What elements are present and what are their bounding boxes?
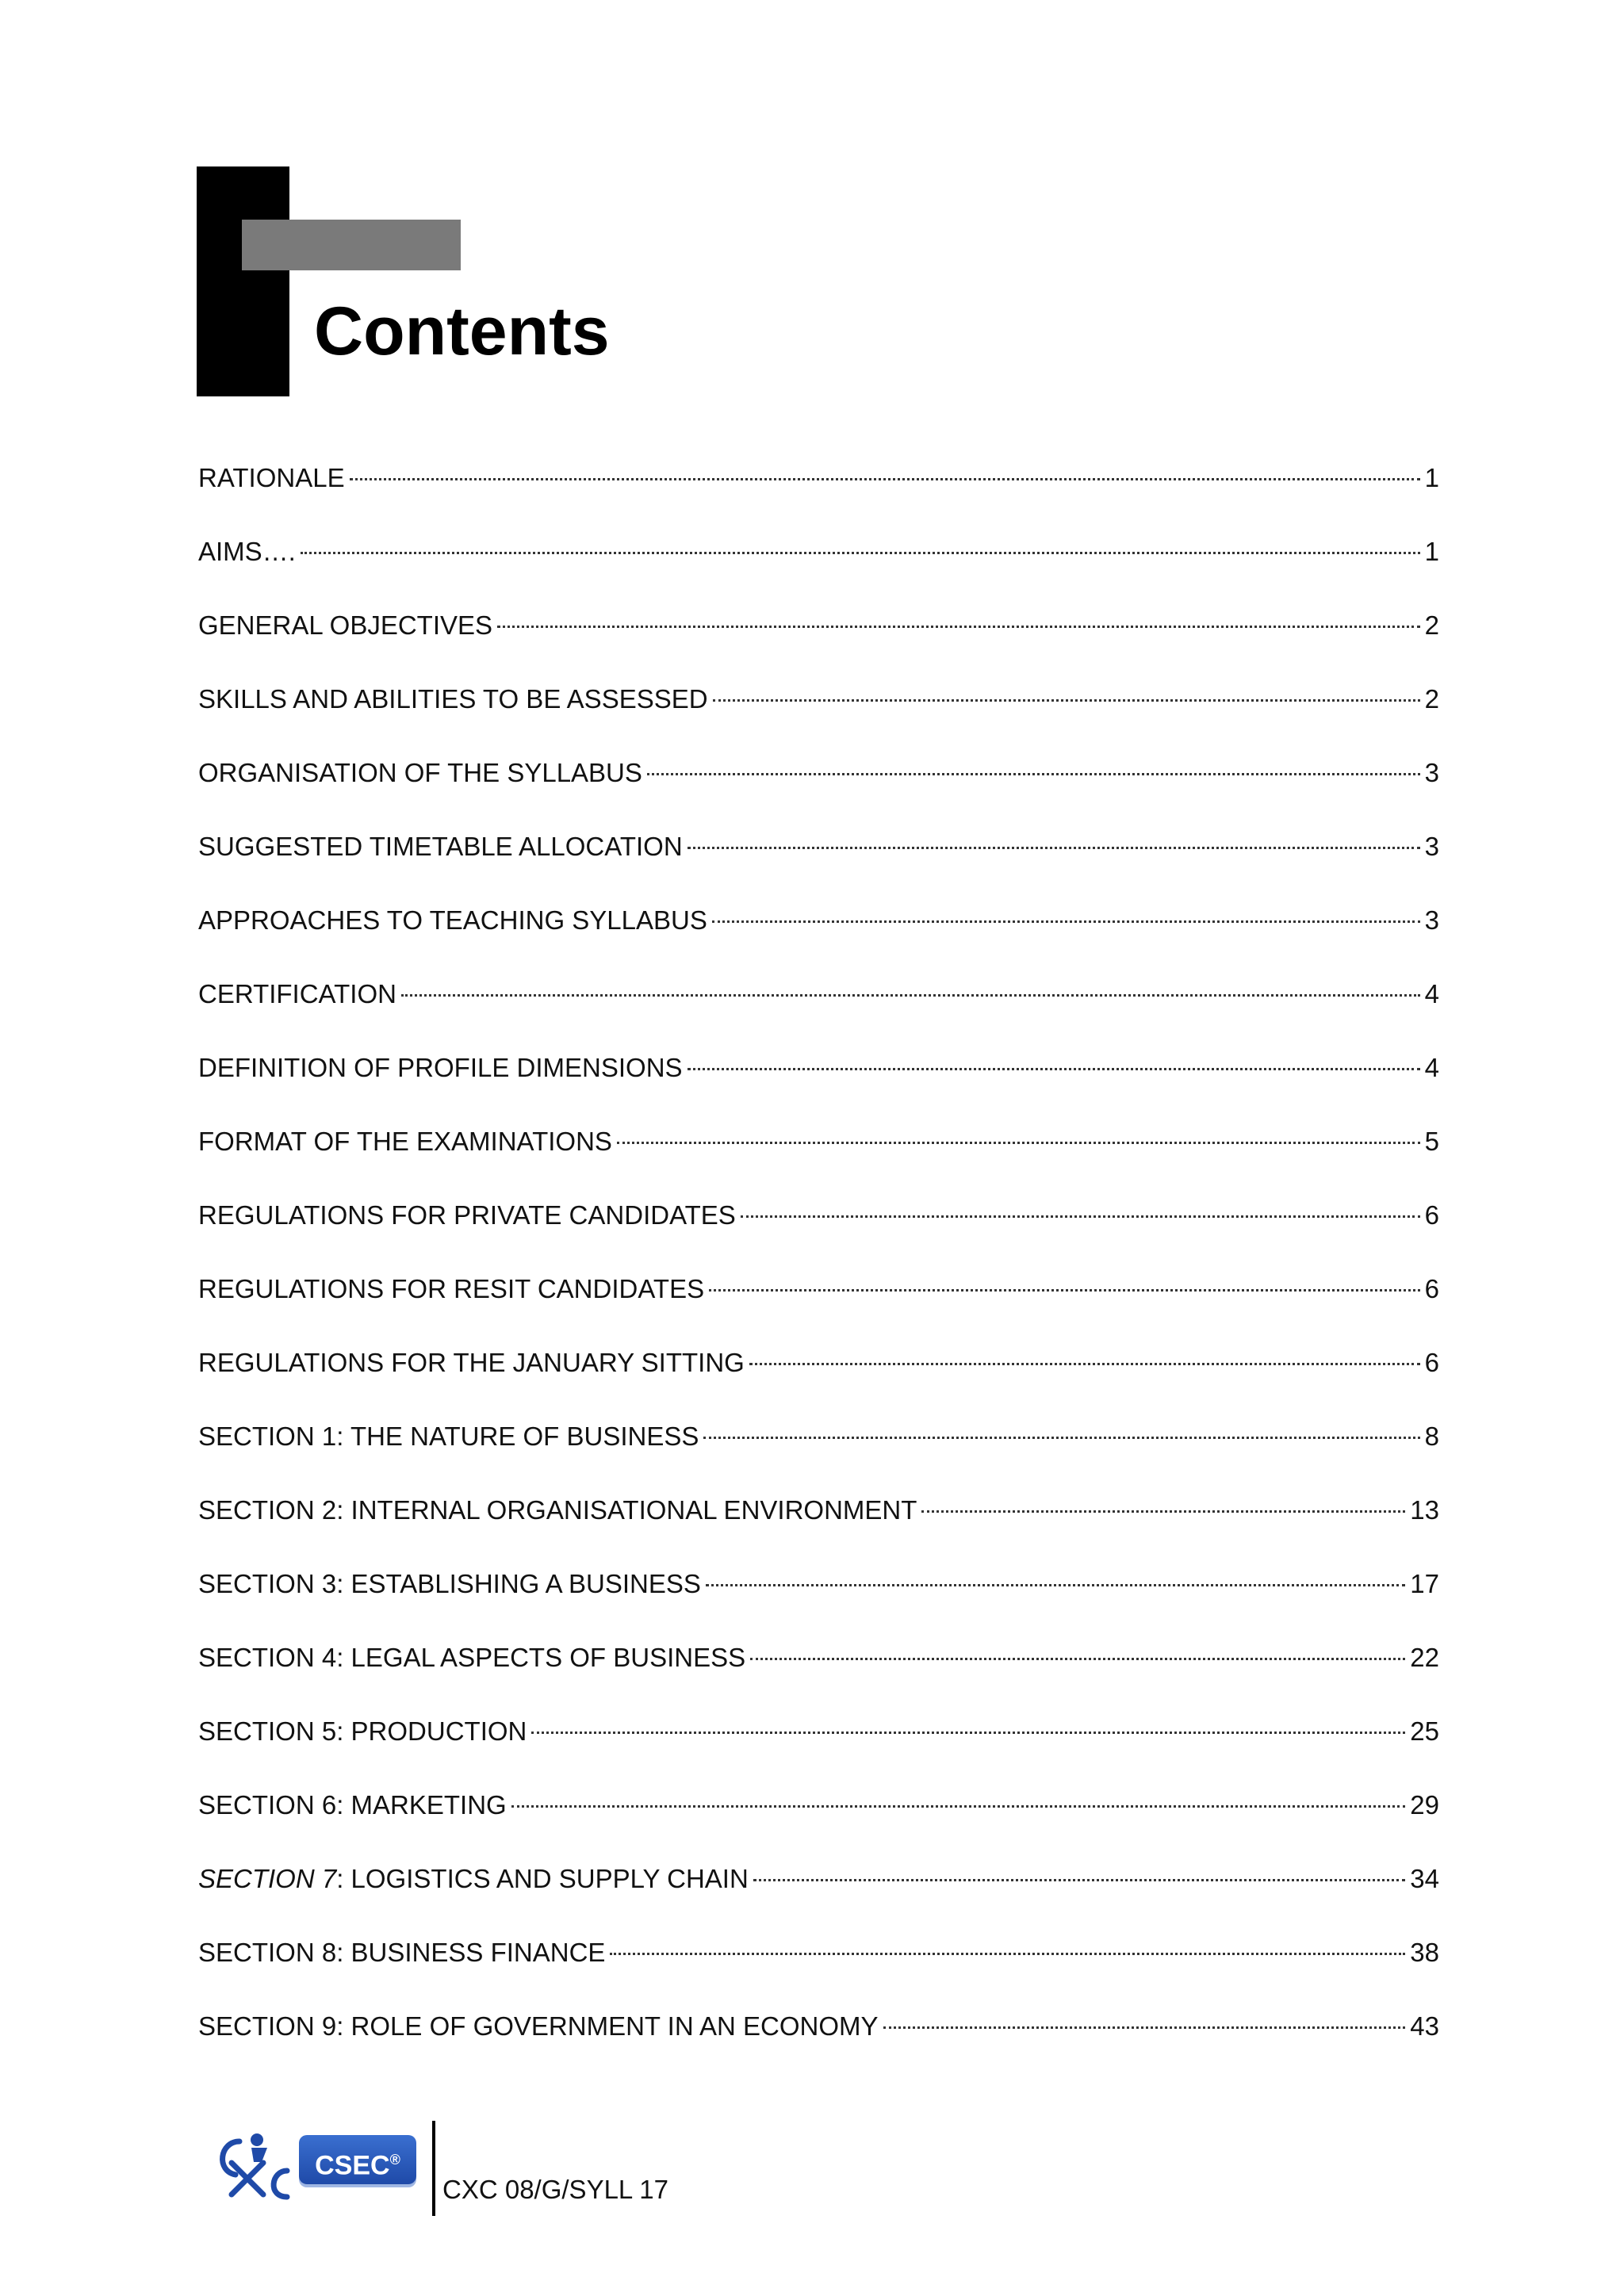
toc-entry[interactable] — [198, 1787, 1439, 1861]
toc-entry[interactable] — [198, 828, 1439, 902]
toc-dot-leader — [921, 1510, 1405, 1513]
toc-entry-label — [198, 1492, 917, 1529]
toc-page-number: 3 — [1424, 758, 1439, 787]
toc-entry-label — [198, 460, 345, 496]
toc-entry[interactable] — [198, 1345, 1439, 1418]
csec-logo: CSEC® — [299, 2135, 416, 2184]
toc-entry[interactable] — [198, 1713, 1439, 1787]
toc-entry-label-italic: SECTION 7 — [198, 1864, 337, 1893]
contents-header — [197, 166, 752, 396]
toc-dot-leader — [709, 1289, 1420, 1292]
toc-entry-label — [198, 534, 296, 570]
toc-dot-leader — [350, 478, 1420, 480]
table-of-contents — [198, 460, 1439, 2082]
toc-entry[interactable] — [198, 1934, 1439, 2008]
toc-page-number: 6 — [1424, 1200, 1439, 1230]
toc-page-number: 2 — [1424, 684, 1439, 714]
toc-dot-leader — [688, 847, 1420, 849]
toc-entry-label — [198, 1787, 507, 1823]
toc-entry-label-text: SECTION 5: PRODUCTION — [198, 1716, 527, 1746]
toc-dot-leader — [883, 2026, 1406, 2029]
toc-entry[interactable] — [198, 1271, 1439, 1345]
page-footer — [208, 2121, 763, 2216]
toc-page-number: 17 — [1410, 1569, 1439, 1598]
toc-dot-leader — [531, 1732, 1405, 1734]
toc-entry-label-text: SECTION 1: THE NATURE OF BUSINESS — [198, 1422, 699, 1451]
toc-entry-label-text: GENERAL OBJECTIVES — [198, 610, 493, 640]
toc-entry[interactable] — [198, 1050, 1439, 1123]
toc-dot-leader — [712, 920, 1420, 923]
toc-entry-label-text: FORMAT OF THE EXAMINATIONS — [198, 1127, 612, 1156]
toc-page-number: 5 — [1424, 1127, 1439, 1156]
toc-entry[interactable] — [198, 1861, 1439, 1934]
toc-dot-leader — [753, 1879, 1405, 1881]
toc-dot-leader — [749, 1363, 1420, 1365]
toc-entry[interactable] — [198, 902, 1439, 976]
toc-dot-leader — [647, 773, 1420, 775]
footer-divider — [432, 2121, 435, 2216]
toc-entry-label — [198, 1640, 745, 1676]
toc-entry[interactable] — [198, 607, 1439, 681]
toc-page-number: 4 — [1424, 979, 1439, 1008]
toc-entry[interactable] — [198, 1492, 1439, 1566]
toc-entry-label-text: REGULATIONS FOR THE JANUARY SITTING — [198, 1348, 745, 1377]
toc-entry-label-text: SECTION 6: MARKETING — [198, 1790, 507, 1820]
toc-page-number: 1 — [1424, 463, 1439, 492]
toc-page-number: 2 — [1424, 610, 1439, 640]
toc-entry-label — [198, 607, 492, 644]
toc-entry-label — [198, 1861, 749, 1897]
toc-entry[interactable] — [198, 460, 1439, 534]
cxc-logo-icon — [208, 2127, 299, 2202]
toc-entry[interactable] — [198, 681, 1439, 755]
toc-dot-leader — [706, 1584, 1405, 1586]
toc-page-number: 1 — [1424, 537, 1439, 566]
toc-entry-label — [198, 1713, 527, 1750]
toc-entry-label — [198, 755, 642, 791]
toc-entry-label — [198, 902, 707, 939]
toc-page-number: 38 — [1410, 1938, 1439, 1967]
toc-entry[interactable] — [198, 2008, 1439, 2082]
syllabus-code: CXC 08/G/SYLL 17 — [442, 2175, 668, 2204]
toc-entry-label-text: : LOGISTICS AND SUPPLY CHAIN — [336, 1864, 749, 1893]
toc-entry-label-text: APPROACHES TO TEACHING SYLLABUS — [198, 905, 707, 935]
toc-entry-label — [198, 1271, 704, 1307]
toc-dot-leader — [610, 1953, 1405, 1955]
toc-dot-leader — [688, 1068, 1420, 1070]
toc-entry[interactable] — [198, 755, 1439, 828]
toc-entry[interactable] — [198, 1640, 1439, 1713]
toc-entry-label-text: AIMS…. — [198, 537, 296, 566]
toc-entry-label — [198, 828, 683, 865]
toc-entry-label — [198, 976, 396, 1012]
toc-entry-label — [198, 1934, 605, 1971]
toc-dot-leader — [497, 626, 1420, 628]
toc-page-number: 4 — [1424, 1053, 1439, 1082]
toc-entry-label — [198, 1345, 745, 1381]
toc-page-number: 6 — [1424, 1348, 1439, 1377]
toc-dot-leader — [713, 699, 1420, 702]
toc-entry-label-text: SECTION 3: ESTABLISHING A BUSINESS — [198, 1569, 701, 1598]
toc-entry-label-text: CERTIFICATION — [198, 979, 396, 1008]
toc-page-number: 8 — [1424, 1422, 1439, 1451]
toc-entry-label — [198, 2008, 879, 2045]
toc-entry[interactable] — [198, 1566, 1439, 1640]
toc-dot-leader — [617, 1142, 1420, 1144]
toc-entry[interactable] — [198, 1123, 1439, 1197]
toc-entry-label-text: DEFINITION OF PROFILE DIMENSIONS — [198, 1053, 683, 1082]
toc-dot-leader — [301, 552, 1420, 554]
toc-entry-label-text: SECTION 9: ROLE OF GOVERNMENT IN AN ECONOMY — [198, 2011, 879, 2041]
toc-entry-label — [198, 681, 708, 718]
toc-page-number: 3 — [1424, 832, 1439, 861]
toc-entry-label-text: SKILLS AND ABILITIES TO BE ASSESSED — [198, 684, 708, 714]
toc-entry-label — [198, 1418, 699, 1455]
toc-entry-label — [198, 1566, 701, 1602]
toc-entry-label — [198, 1197, 736, 1234]
toc-entry[interactable] — [198, 976, 1439, 1050]
toc-entry[interactable] — [198, 1418, 1439, 1492]
toc-page-number: 13 — [1410, 1495, 1439, 1525]
toc-dot-leader — [750, 1658, 1405, 1660]
toc-dot-leader — [511, 1805, 1406, 1808]
toc-entry[interactable] — [198, 1197, 1439, 1271]
toc-entry-label-text: REGULATIONS FOR PRIVATE CANDIDATES — [198, 1200, 736, 1230]
toc-entry-label-text: ORGANISATION OF THE SYLLABUS — [198, 758, 642, 787]
toc-entry-label — [198, 1050, 683, 1086]
toc-entry[interactable] — [198, 534, 1439, 607]
toc-entry-label-text: REGULATIONS FOR RESIT CANDIDATES — [198, 1274, 705, 1303]
toc-dot-leader — [703, 1437, 1419, 1439]
toc-entry-label-text: SECTION 8: BUSINESS FINANCE — [198, 1938, 606, 1967]
toc-page-number: 25 — [1410, 1716, 1439, 1746]
toc-page-number: 43 — [1410, 2011, 1439, 2041]
toc-dot-leader — [401, 994, 1420, 997]
toc-page-number: 3 — [1424, 905, 1439, 935]
toc-page-number: 22 — [1410, 1643, 1439, 1672]
toc-entry-label-text: SECTION 4: LEGAL ASPECTS OF BUSINESS — [198, 1643, 746, 1672]
toc-entry-label-text: SUGGESTED TIMETABLE ALLOCATION — [198, 832, 683, 861]
toc-entry-label-text: RATIONALE — [198, 463, 345, 492]
header-grey-bar — [242, 220, 461, 270]
toc-page-number: 6 — [1424, 1274, 1439, 1303]
toc-page-number: 34 — [1410, 1864, 1439, 1893]
toc-page-number: 29 — [1410, 1790, 1439, 1820]
toc-entry-label — [198, 1123, 612, 1160]
page-title: Contents — [314, 293, 610, 369]
toc-dot-leader — [741, 1215, 1420, 1218]
header-black-bar — [197, 166, 289, 396]
toc-entry-label-text: SECTION 2: INTERNAL ORGANISATIONAL ENVIRONMENT — [198, 1495, 917, 1525]
